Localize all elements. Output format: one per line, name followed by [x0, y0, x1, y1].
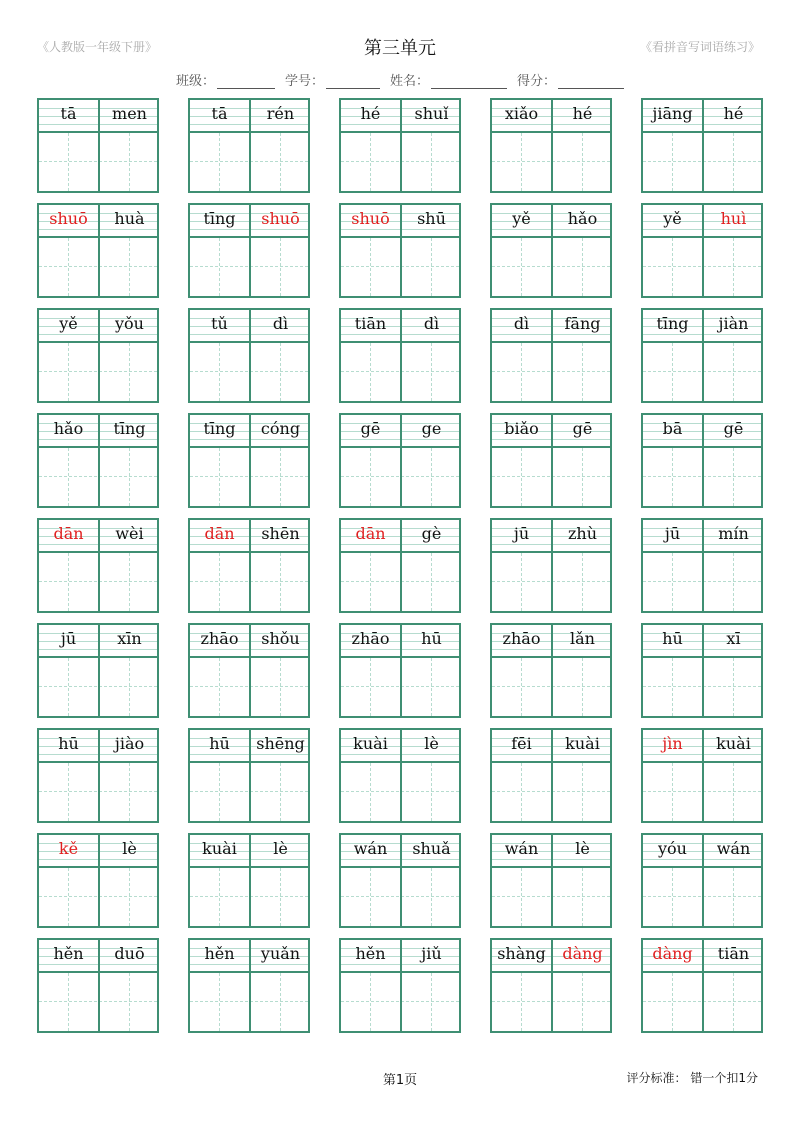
word-box [339, 938, 461, 1033]
guide-line-vertical [672, 553, 673, 611]
word-box [641, 203, 763, 298]
pinyin-1: yě [663, 209, 682, 228]
guide-line-vertical [672, 133, 673, 191]
guide-line-vertical [68, 658, 69, 716]
pinyin-1: fēi [511, 734, 532, 753]
page-number: 第1页 [382, 1073, 418, 1088]
guide-line-vertical [521, 448, 522, 506]
pinyin-1: dān [355, 524, 386, 543]
pinyin-1: jū [664, 524, 681, 543]
guide-line-vertical [219, 658, 220, 716]
pinyin-2: dàng [562, 944, 603, 963]
pinyin-2: rén [266, 104, 295, 123]
pinyin-2: lè [122, 839, 137, 858]
pinyin-1: tǔ [211, 314, 228, 333]
word-box [490, 938, 612, 1033]
pinyin-2: shuǎ [412, 839, 451, 858]
word-box [339, 833, 461, 928]
pinyin-2: shuǐ [414, 104, 449, 123]
word-box [188, 308, 310, 403]
guide-line-vertical [521, 658, 522, 716]
guide-line-vertical [733, 763, 734, 821]
pinyin-2: jiào [114, 734, 145, 753]
word-box [641, 518, 763, 613]
guide-line-vertical [280, 343, 281, 401]
pinyin-1: jū [60, 629, 77, 648]
pinyin-2: xīn [117, 629, 142, 648]
guide-line-vertical [370, 343, 371, 401]
pinyin-1: shuō [351, 209, 390, 228]
guide-line-vertical [733, 868, 734, 926]
pinyin-2: wèi [115, 524, 144, 543]
pinyin-1: bā [662, 419, 683, 438]
guide-line-vertical [672, 658, 673, 716]
word-box [37, 308, 159, 403]
word-box [641, 98, 763, 193]
guide-line-vertical [582, 763, 583, 821]
pinyin-1: jū [513, 524, 530, 543]
pinyin-2: gē [572, 419, 593, 438]
pinyin-2: gē [723, 419, 744, 438]
pinyin-1: shàng [497, 944, 546, 963]
guide-line-vertical [68, 133, 69, 191]
guide-line-vertical [672, 343, 673, 401]
guide-line-vertical [219, 868, 220, 926]
word-box [339, 203, 461, 298]
pinyin-1: hěn [53, 944, 84, 963]
guide-line-vertical [68, 763, 69, 821]
guide-line-vertical [521, 868, 522, 926]
info-field-blank[interactable] [431, 74, 507, 89]
pinyin-1: kě [58, 839, 79, 858]
pinyin-2: men [112, 104, 147, 123]
word-box [188, 728, 310, 823]
guide-line-vertical [431, 448, 432, 506]
pinyin-1: hěn [355, 944, 386, 963]
guide-line-vertical [280, 238, 281, 296]
pinyin-1: hū [58, 734, 79, 753]
guide-line-vertical [733, 553, 734, 611]
guide-line-vertical [431, 868, 432, 926]
pinyin-2: ge [421, 419, 442, 438]
pinyin-2: gè [421, 524, 442, 543]
guide-line-vertical [733, 658, 734, 716]
pinyin-1: zhāo [200, 629, 239, 648]
word-box [339, 98, 461, 193]
word-box [490, 728, 612, 823]
pinyin-2: yuǎn [260, 944, 301, 963]
guide-line-vertical [68, 343, 69, 401]
pinyin-1: wán [504, 839, 539, 858]
guide-line-vertical [672, 448, 673, 506]
guide-line-vertical [431, 133, 432, 191]
word-box [188, 203, 310, 298]
pinyin-1: dān [53, 524, 84, 543]
guide-line-vertical [521, 763, 522, 821]
guide-line-vertical [733, 238, 734, 296]
pinyin-1: kuài [353, 734, 388, 753]
pinyin-1: tīng [656, 314, 689, 333]
pinyin-2: huì [720, 209, 747, 228]
info-field-label: 班级： [175, 74, 215, 89]
word-box [188, 413, 310, 508]
pinyin-2: hé [723, 104, 744, 123]
pinyin-2: hǎo [567, 209, 598, 228]
student-info-row [0, 70, 800, 89]
guide-line-vertical [280, 868, 281, 926]
guide-line-vertical [219, 343, 220, 401]
word-box [37, 98, 159, 193]
pinyin-1: shuō [49, 209, 88, 228]
pinyin-1: jiāng [652, 104, 693, 123]
guide-line-vertical [280, 553, 281, 611]
pinyin-2: dì [423, 314, 440, 333]
word-box [37, 623, 159, 718]
pinyin-1: yóu [658, 839, 687, 858]
guide-line-vertical [733, 448, 734, 506]
word-box [641, 308, 763, 403]
guide-line-vertical [582, 448, 583, 506]
guide-line-vertical [370, 448, 371, 506]
pinyin-1: jìn [662, 734, 683, 753]
info-field [176, 74, 275, 89]
word-box [490, 833, 612, 928]
pinyin-2: mín [718, 524, 749, 543]
pinyin-2: kuài [565, 734, 600, 753]
pinyin-1: wán [353, 839, 388, 858]
word-box [490, 413, 612, 508]
pinyin-2: shēn [261, 524, 300, 543]
pinyin-2: tiān [717, 944, 750, 963]
guide-line-vertical [370, 973, 371, 1031]
guide-line-vertical [431, 238, 432, 296]
guide-line-vertical [672, 973, 673, 1031]
guide-line-vertical [582, 658, 583, 716]
pinyin-2: lè [575, 839, 590, 858]
pinyin-2: tīng [113, 419, 146, 438]
guide-line-vertical [370, 868, 371, 926]
word-box [37, 833, 159, 928]
word-box [339, 308, 461, 403]
guide-line-vertical [68, 238, 69, 296]
guide-line-vertical [582, 238, 583, 296]
guide-line-vertical [68, 973, 69, 1031]
pinyin-1: xiǎo [504, 104, 539, 123]
pinyin-2: zhù [567, 524, 598, 543]
word-box [490, 623, 612, 718]
pinyin-2: shēng [256, 734, 305, 753]
guide-line-vertical [68, 448, 69, 506]
guide-line-vertical [431, 553, 432, 611]
guide-line-vertical [521, 133, 522, 191]
guide-line-vertical [521, 553, 522, 611]
pinyin-2: wán [716, 839, 751, 858]
pinyin-1: tā [211, 104, 228, 123]
guide-line-vertical [129, 973, 130, 1031]
pinyin-2: lǎn [570, 629, 595, 648]
guide-line-vertical [733, 343, 734, 401]
guide-line-vertical [129, 658, 130, 716]
score-rule: 评分标准： 错一个扣1分 [626, 1071, 758, 1085]
guide-line-vertical [129, 343, 130, 401]
guide-line-vertical [672, 238, 673, 296]
pinyin-1: zhāo [351, 629, 390, 648]
word-box [37, 728, 159, 823]
word-box [37, 413, 159, 508]
word-box [339, 518, 461, 613]
guide-line-vertical [521, 343, 522, 401]
guide-line-vertical [219, 553, 220, 611]
guide-line-vertical [129, 553, 130, 611]
guide-line-vertical [68, 868, 69, 926]
word-box [37, 938, 159, 1033]
guide-line-vertical [733, 133, 734, 191]
guide-line-vertical [431, 343, 432, 401]
guide-line-vertical [129, 763, 130, 821]
guide-line-vertical [521, 238, 522, 296]
guide-line-vertical [582, 553, 583, 611]
pinyin-1: hěn [204, 944, 235, 963]
pinyin-2: yǒu [115, 314, 144, 333]
word-box [641, 938, 763, 1033]
pinyin-2: hé [572, 104, 593, 123]
guide-line-vertical [370, 238, 371, 296]
pinyin-1: hū [209, 734, 230, 753]
guide-line-vertical [370, 553, 371, 611]
word-box [641, 833, 763, 928]
word-box [339, 728, 461, 823]
guide-line-vertical [68, 553, 69, 611]
guide-line-vertical [219, 238, 220, 296]
pinyin-2: kuài [716, 734, 751, 753]
guide-line-vertical [431, 973, 432, 1031]
info-field-label: 得分： [517, 74, 557, 89]
word-box [37, 518, 159, 613]
header-book-label: 《人教版一年级下册》 [37, 40, 158, 54]
pinyin-1: dàng [652, 944, 693, 963]
pinyin-1: gē [360, 419, 381, 438]
word-box [490, 98, 612, 193]
pinyin-2: jiǔ [421, 944, 442, 963]
word-box [641, 413, 763, 508]
word-box [339, 623, 461, 718]
word-box [490, 308, 612, 403]
word-box [490, 203, 612, 298]
guide-line-vertical [129, 133, 130, 191]
guide-line-vertical [582, 868, 583, 926]
pinyin-2: cóng [260, 419, 301, 438]
pinyin-2: fāng [564, 314, 601, 333]
guide-line-vertical [370, 658, 371, 716]
page-title: 第三单元 [364, 38, 436, 59]
guide-line-vertical [219, 133, 220, 191]
guide-line-vertical [219, 763, 220, 821]
word-box [188, 623, 310, 718]
pinyin-1: hū [662, 629, 683, 648]
guide-line-vertical [431, 658, 432, 716]
guide-line-vertical [280, 133, 281, 191]
pinyin-1: biǎo [504, 419, 539, 438]
guide-line-vertical [129, 448, 130, 506]
pinyin-1: dān [204, 524, 235, 543]
pinyin-1: hé [360, 104, 381, 123]
pinyin-2: huà [114, 209, 145, 228]
guide-line-vertical [521, 973, 522, 1031]
guide-line-vertical [370, 133, 371, 191]
pinyin-1: tīng [203, 209, 236, 228]
word-box [188, 833, 310, 928]
pinyin-1: hǎo [53, 419, 84, 438]
word-box [188, 98, 310, 193]
pinyin-2: shū [417, 209, 446, 228]
word-box [641, 728, 763, 823]
pinyin-2: lè [273, 839, 288, 858]
guide-line-vertical [672, 868, 673, 926]
pinyin-2: jiàn [718, 314, 749, 333]
pinyin-2: dì [272, 314, 289, 333]
pinyin-1: zhāo [502, 629, 541, 648]
guide-line-vertical [219, 448, 220, 506]
guide-line-vertical [129, 868, 130, 926]
pinyin-1: yě [512, 209, 531, 228]
info-field-blank[interactable] [558, 74, 624, 89]
info-field-label: 学号： [284, 74, 324, 89]
guide-line-vertical [280, 658, 281, 716]
pinyin-2: xī [726, 629, 741, 648]
pinyin-2: shǒu [261, 629, 300, 648]
info-field [390, 74, 507, 89]
guide-line-vertical [672, 763, 673, 821]
guide-line-vertical [431, 763, 432, 821]
word-box [188, 938, 310, 1033]
word-box [641, 623, 763, 718]
info-field-label: 姓名： [390, 74, 430, 89]
guide-line-vertical [582, 343, 583, 401]
pinyin-2: lè [424, 734, 439, 753]
word-box [339, 413, 461, 508]
guide-line-vertical [370, 763, 371, 821]
guide-line-vertical [582, 973, 583, 1031]
pinyin-1: tīng [203, 419, 236, 438]
pinyin-1: kuài [202, 839, 237, 858]
word-box [188, 518, 310, 613]
pinyin-1: dì [513, 314, 530, 333]
word-grid [37, 98, 763, 1033]
pinyin-2: duō [114, 944, 145, 963]
guide-line-vertical [280, 448, 281, 506]
pinyin-1: tiān [354, 314, 387, 333]
header-exercise-label: 《看拼音写词语练习》 [639, 40, 760, 54]
guide-line-vertical [582, 133, 583, 191]
pinyin-1: yě [59, 314, 78, 333]
guide-line-vertical [280, 763, 281, 821]
guide-line-vertical [733, 973, 734, 1031]
guide-line-vertical [219, 973, 220, 1031]
guide-line-vertical [129, 238, 130, 296]
word-box [37, 203, 159, 298]
pinyin-2: hū [421, 629, 442, 648]
pinyin-2: shuō [261, 209, 300, 228]
info-field [285, 74, 380, 89]
info-field-blank[interactable] [217, 74, 275, 89]
guide-line-vertical [280, 973, 281, 1031]
info-field-blank[interactable] [326, 74, 380, 89]
word-box [490, 518, 612, 613]
info-field [517, 74, 624, 89]
pinyin-1: tā [60, 104, 77, 123]
